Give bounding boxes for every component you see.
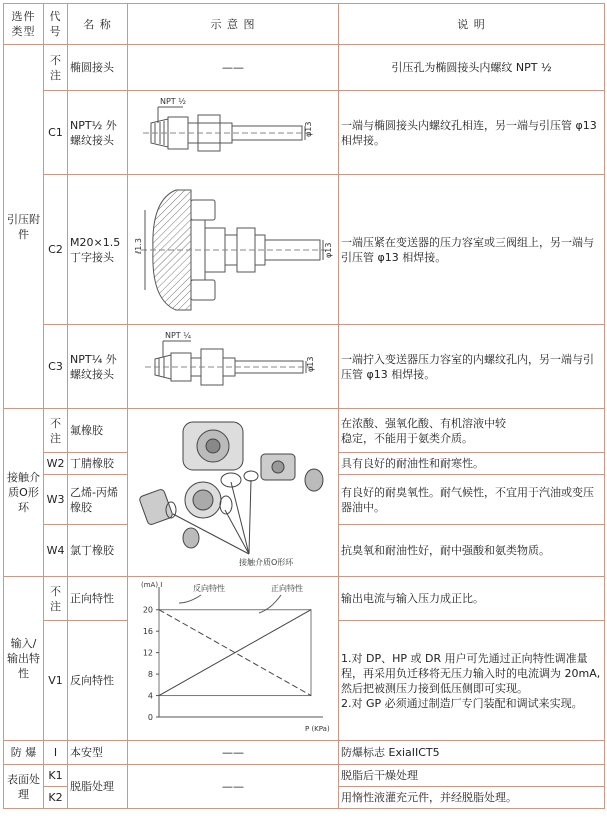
code-cell: 不注	[44, 577, 68, 621]
c2-dim2-label: ℓ1.3	[133, 237, 143, 254]
table-row	[4, 91, 605, 175]
series-label-reverse: 反向特性	[192, 583, 225, 593]
diagram-cell	[128, 175, 339, 325]
y-tick-label: 12	[142, 648, 153, 658]
group-label-surface-treatment: 表面处理	[4, 765, 44, 809]
desc-cell: 一端压紧在变送器的压力容室或三阀组上，另一端与引压管 φ13 相焊接。	[339, 175, 605, 325]
name-cell: NPT½ 外螺纹接头	[68, 91, 128, 175]
y-tick-label: 8	[147, 669, 153, 679]
npt-half-fitting-diagram	[133, 93, 333, 173]
desc-line: 在浓酸、强氧化酸、有机溶液中较	[341, 416, 506, 430]
c3-thread-label: NPT ¼	[165, 330, 191, 340]
c3-dim-label: φ13	[306, 356, 315, 372]
code-cell: W2	[44, 453, 68, 475]
desc-cell: 一端拧入变送器压力容室的内螺纹孔内，另一端与引压管 φ13 相焊接。	[339, 325, 605, 409]
desc-cell	[339, 621, 605, 741]
name-cell: M20×1.5 丁字接头	[68, 175, 128, 325]
name-cell: 正向特性	[68, 577, 128, 621]
code-cell: C1	[44, 91, 68, 175]
o-ring-callout-label: 接触介质O形环	[238, 558, 293, 567]
desc-cell: 防爆标志 ExiaIICT5	[339, 741, 605, 765]
y-tick-label: 20	[142, 605, 153, 615]
table-row	[4, 765, 605, 787]
code-cell: C2	[44, 175, 68, 325]
desc-line: 2.对 GP 必须通过制造厂专门装配和调试来实现。	[341, 696, 583, 710]
desc-cell: 脱脂后干燥处理	[339, 765, 605, 787]
header-code: 代号	[44, 4, 68, 45]
y-tick-label: 16	[142, 626, 153, 636]
table-row	[4, 175, 605, 325]
group-label-pressure-fittings: 引压附件	[4, 45, 44, 409]
desc-line: 稳定，不能用于氨类介质。	[341, 431, 473, 445]
y-tick-label: 4	[147, 691, 153, 701]
y-axis-label: (mA) I	[140, 580, 162, 589]
name-cell: 反向特性	[68, 621, 128, 741]
table-row	[4, 409, 605, 453]
desc-cell: 抗臭氧和耐油性好，耐中强酸和氨类物质。	[339, 525, 605, 577]
o-ring-exploded-diagram	[131, 410, 336, 575]
desc-cell: 一端与椭圆接头内螺纹孔相连，另一端与引压管 φ13 相焊接。	[339, 91, 605, 175]
y-tick-label: 0	[147, 712, 153, 722]
code-cell: V1	[44, 621, 68, 741]
c1-dim-label: φ13	[304, 121, 313, 137]
io-characteristic-chart	[131, 579, 336, 739]
name-cell: 脱脂处理	[68, 765, 128, 809]
code-cell: K1	[44, 765, 68, 787]
desc-cell: 引压孔为椭圆接头内螺纹 NPT ½	[339, 45, 605, 91]
diagram-cell: ——	[128, 741, 339, 765]
name-cell: 丁腈橡胶	[68, 453, 128, 475]
table-row	[4, 325, 605, 409]
desc-cell: 有良好的耐臭氧性。耐气候性，不宜用于汽油或变压器油中。	[339, 475, 605, 525]
diagram-cell	[128, 91, 339, 175]
header-type: 选件类型	[4, 4, 44, 45]
group-label-explosion-proof: 防 爆	[4, 741, 44, 765]
c2-dim-label: φ13	[323, 242, 333, 258]
desc-cell	[339, 409, 605, 453]
desc-cell: 输出电流与输入压力成正比。	[339, 577, 605, 621]
desc-line: 1.对 DP、HP 或 DR 用户可先通过正向特性调准量程，再采用负迁移将无压力输入时的电流调为 20mA,然后把被测压力接到低压侧即可实现。	[341, 651, 601, 695]
code-cell: C3	[44, 325, 68, 409]
code-cell: K2	[44, 787, 68, 809]
diagram-cell	[128, 577, 339, 741]
table-row	[4, 45, 605, 91]
series-label-forward: 正向特性	[270, 583, 303, 593]
options-table	[3, 3, 605, 809]
npt-quarter-fitting-diagram	[133, 327, 333, 407]
desc-cell: 具有良好的耐油性和耐寒性。	[339, 453, 605, 475]
name-cell: 氯丁橡胶	[68, 525, 128, 577]
desc-cell: 用惰性液灌充元件，并经脱脂处理。	[339, 787, 605, 809]
diagram-cell	[128, 325, 339, 409]
diagram-cell: ——	[128, 765, 339, 809]
diagram-cell: ——	[128, 45, 339, 91]
table-row	[4, 741, 605, 765]
header-desc: 说 明	[339, 4, 605, 45]
code-cell: W3	[44, 475, 68, 525]
code-cell: W4	[44, 525, 68, 577]
group-label-io-characteristic: 输入/输出特性	[4, 577, 44, 741]
code-cell: 不注	[44, 45, 68, 91]
table-row	[4, 577, 605, 621]
code-cell: I	[44, 741, 68, 765]
tee-fitting-diagram	[131, 180, 336, 320]
forward-callout	[259, 595, 281, 613]
diagram-cell	[128, 409, 339, 577]
name-cell: 椭圆接头	[68, 45, 128, 91]
header-name: 名 称	[68, 4, 128, 45]
name-cell: NPT¼ 外螺纹接头	[68, 325, 128, 409]
name-cell: 氟橡胶	[68, 409, 128, 453]
header-diagram: 示 意 图	[128, 4, 339, 45]
x-axis-label: P (KPa)	[304, 724, 330, 733]
name-cell: 乙烯-丙烯橡胶	[68, 475, 128, 525]
reverse-callout	[179, 595, 201, 603]
name-cell: 本安型	[68, 741, 128, 765]
header-row	[4, 4, 605, 45]
group-label-o-ring: 接触介质O形环	[4, 409, 44, 577]
c1-thread-label: NPT ½	[160, 96, 186, 106]
code-cell: 不注	[44, 409, 68, 453]
